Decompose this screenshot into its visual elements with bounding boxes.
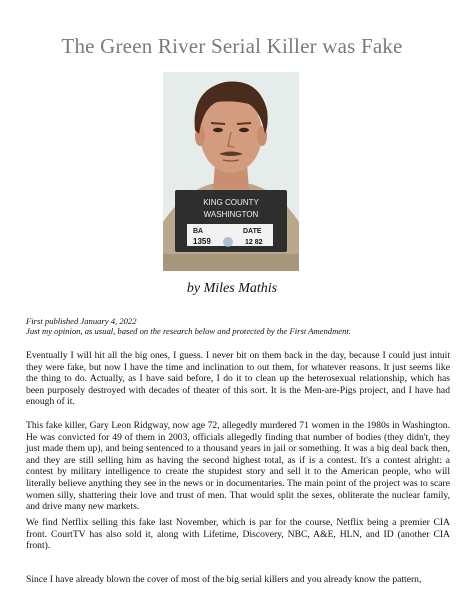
author-byline: by Miles Mathis (186, 281, 278, 296)
placard-line2: WASHINGTON (203, 210, 259, 219)
published-date: First published January 4, 2022 (26, 316, 137, 326)
paragraph-pattern: Since I have already blown the cover of most of the big serial killers and you already know the pattern, (26, 574, 422, 585)
page-title: The Green River Serial Killer was Fake (61, 34, 403, 58)
placard-field2: DATE (243, 228, 262, 235)
placard-field1: BA (193, 228, 204, 235)
paragraph-netflix: We find Netflix selling this fake last November, which is par for the course, Netflix being a premier CIA front. CourtTV has also sold it, along with Lifetime, Discovery, NBC, A&E, HLN, and ID (another CIA front). (26, 517, 450, 552)
paragraph-intro: Eventually I will hit all the big ones, I guess. I never bit on them back in the day, because I could just intuit they were fake, but now I have the time and inclination to out them, for whatever reasons. It just seems like the thing to do. Actually, as I have said before, I do it to clean up the heterosexual relationship, which has been purposely destroyed with decades of theater of this sort. It is the Men-are-Pigs project, and I have had enough of it. (26, 350, 450, 408)
mugshot-photo (163, 72, 299, 271)
placard-line1: KING COUNTY (203, 198, 259, 207)
publication-meta (26, 316, 446, 336)
placard-number: 1359 (193, 237, 211, 246)
placard-date: 12 82 (245, 239, 263, 246)
paragraph-ridgway: This fake killer, Gary Leon Ridgway, now age 72, allegedly murdered 71 women in the 1980s in Washington. He was convicted for 49 of them in 2003, officials allegedly finding that number of bodies (they didn't, they just made them up), and being sentenced to a thousand years in jail or something. It was a big deal back then, and they are still selling him as having the second highest total, as if is a contest. It's a contest alright: a contest by military intelligence to create the stupidest story and sell it to the American people, who will literally believe anything they see in the news or in documentaries. The main point of the project was to scare women silly, shattering their love and trust of men. That would split the sexes, obliterate the nuclear family, and drive many new markets. (26, 420, 450, 513)
disclaimer: Just my opinion, as usual, based on the research below and protected by the First Amendment. (26, 326, 351, 336)
